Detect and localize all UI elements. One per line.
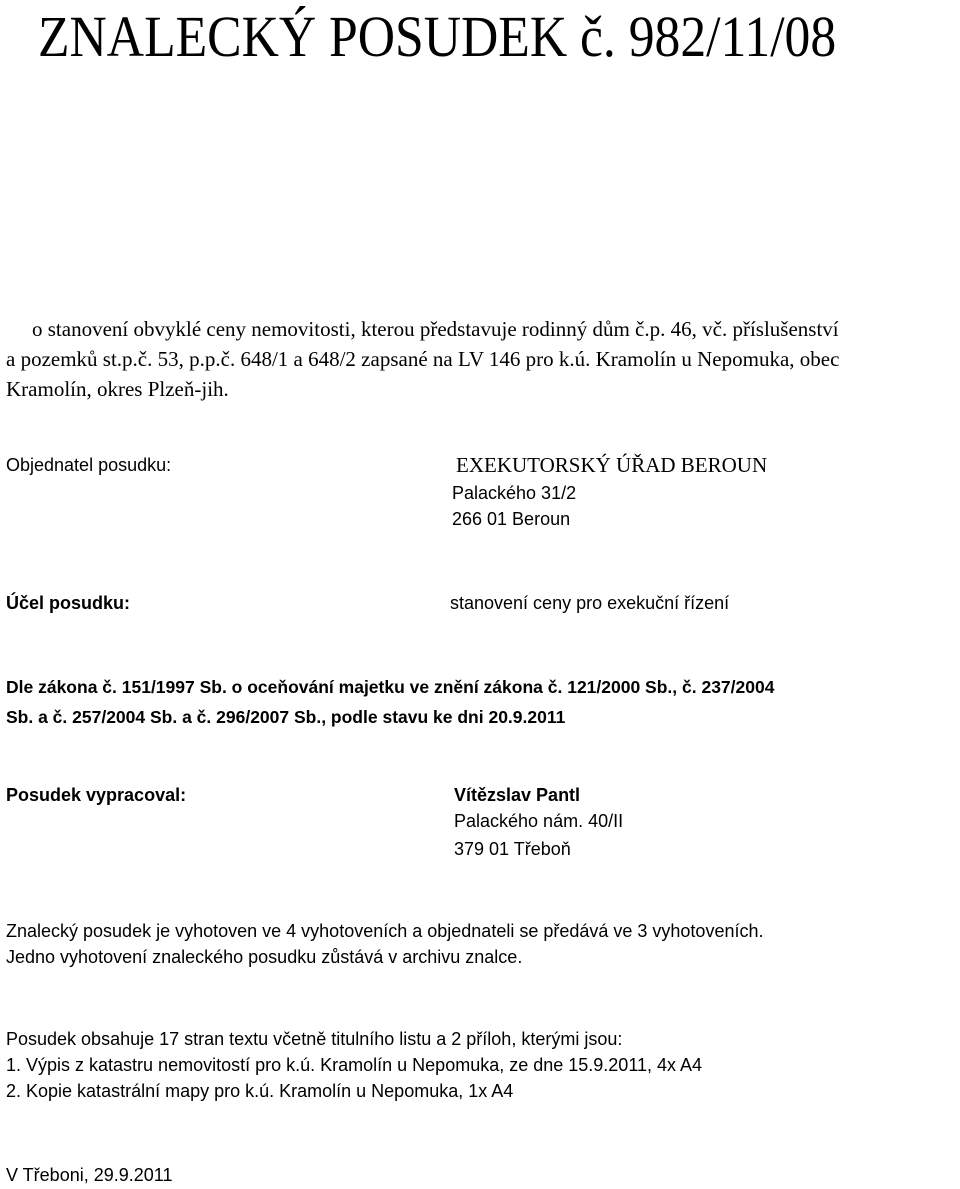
contents-paragraph [6,1026,702,1104]
copies-line-2: Jedno vyhotovení znaleckého posudku zůstává v archivu znalce. [6,947,523,967]
intro-line-2: a pozemků st.p.č. 53, p.p.č. 648/1 a 648/2 zapsané na LV 146 pro k.ú. Kramolín u Nepomuka, obec [6,347,840,371]
contents-intro: Posudek obsahuje 17 stran textu včetně titulního listu a 2 příloh, kterými jsou: [6,1029,623,1049]
copies-line-1: Znalecký posudek je vyhotoven ve 4 vyhotoveních a objednateli se předává ve 3 vyhotoveních. [6,921,764,941]
contents-item-1: 1. Výpis z katastru nemovitostí pro k.ú. Kramolín u Nepomuka, ze dne 15.9.2011, 4x A4 [6,1055,703,1075]
purpose-label: Účel posudku: [6,593,131,613]
copies-paragraph [6,918,763,970]
author-street: Palackého nám. 40/II [454,811,624,831]
law-paragraph [6,672,774,732]
contents-item-2: 2. Kopie katastrální mapy pro k.ú. Kramolín u Nepomuka, 1x A4 [6,1081,514,1101]
client-label: Objednatel posudku: [6,455,172,475]
author-label: Posudek vypracoval: [6,785,187,805]
intro-line-1: o stanovení obvyklé ceny nemovitosti, kterou představuje rodinný dům č.p. 46, vč. příslušenství [32,317,839,341]
place-date: V Třeboni, 29.9.2011 [6,1165,173,1185]
client-street: Palackého 31/2 [452,483,577,503]
document-title: ZNALECKÝ POSUDEK č. 982/11/08 [38,4,837,69]
law-line-2: Sb. a č. 257/2004 Sb. a č. 296/2007 Sb., podle stavu ke dni 20.9.2011 [6,707,566,727]
author-city: 379 01 Třeboň [454,839,571,859]
client-city: 266 01 Beroun [452,509,571,529]
law-line-1: Dle zákona č. 151/1997 Sb. o oceňování majetku ve znění zákona č. 121/2000 Sb., č. 237/2004 [6,677,775,697]
purpose-value: stanovení ceny pro exekuční řízení [450,593,730,613]
client-name: EXEKUTORSKÝ ÚŘAD BEROUN [456,453,768,477]
intro-paragraph [6,314,958,404]
author-name: Vítězslav Pantl [454,785,581,805]
intro-line-3: Kramolín, okres Plzeň-jih. [6,377,229,401]
